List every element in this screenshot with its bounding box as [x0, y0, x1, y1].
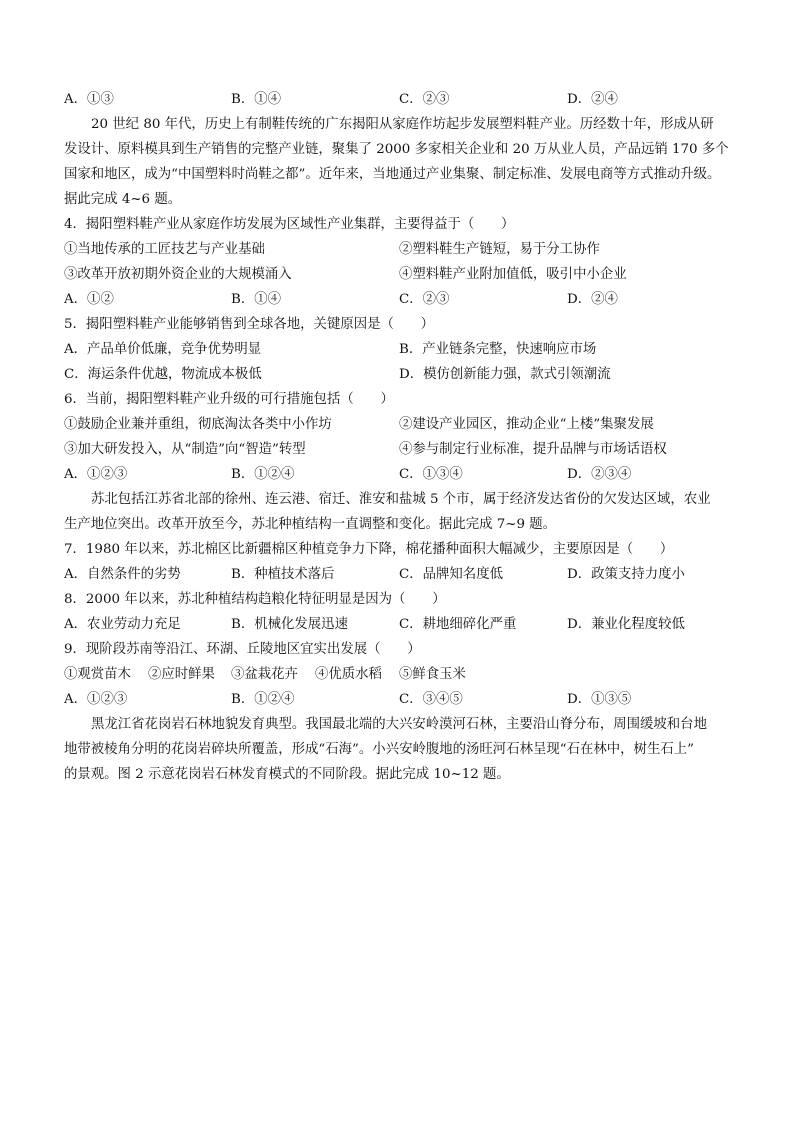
q6-option-b: B．①②④ [231, 467, 295, 482]
q6-item-3: ③加大研发投入，从“制造”向“智造”转型 [64, 442, 306, 457]
q4-stem: 4．揭阳塑料鞋产业从家庭作坊发展为区域性产业集群，主要得益于（ ） [64, 217, 515, 232]
q7-option-d: D．政策支持力度小 [567, 567, 685, 582]
q8-stem: 8．2000 年以来，苏北种植结构趋粮化特征明显是因为（ ） [64, 592, 446, 607]
q9-item-4: ④优质水稻 [315, 667, 382, 682]
q3-option-b: B．①④ [231, 92, 282, 107]
q4-item-3: ③改革开放初期外资企业的大规模涌入 [64, 267, 292, 282]
q9-option-a: A．①②③ [64, 692, 128, 707]
q5-option-b: B．产业链条完整，快速响应市场 [399, 342, 597, 357]
passage-line: 20 世纪 80 年代，历史上有制鞋传统的广东揭阳从家庭作坊起步发展塑料鞋产业。历经数十年，形成从研 [91, 117, 714, 132]
q9-option-b: B．①②④ [231, 692, 295, 707]
q3-option-c: C．②③ [399, 92, 450, 107]
q9-item-3: ③盆栽花卉 [231, 667, 298, 682]
q4-item-1: ①当地传承的工匠技艺与产业基础 [64, 242, 265, 257]
passage-line: 的景观。图 2 示意花岗岩石林发育模式的不同阶段。据此完成 10~12 题。 [64, 767, 510, 782]
q4-option-b: B．①④ [231, 292, 282, 307]
q8-option-b: B．机械化发展迅速 [231, 617, 348, 632]
passage-line: 苏北包括江苏省北部的徐州、连云港、宿迁、淮安和盐城 5 个市，属于经济发达省份的欠发达区域，农业 [91, 492, 711, 507]
q9-item-2: ②应时鲜果 [148, 667, 215, 682]
passage-line: 生产地位突出。改革开放至今，苏北种植结构一直调整和变化。据此完成 7~9 题。 [64, 517, 557, 532]
q5-option-d: D．模仿创新能力强，款式引领潮流 [399, 367, 611, 382]
q7-stem: 7．1980 年以来，苏北棉区比新疆棉区种植竞争力下降，棉花播种面积大幅减少，主要原因是（ ） [64, 542, 674, 557]
passage-line: 国家和地区，成为“中国塑料时尚鞋之都”。近年来，当地通过产业集聚、制定标准、发展电商等方式推动升级。 [64, 167, 721, 182]
q9-item-5: ⑤鲜食玉米 [399, 667, 466, 682]
q3-option-a: A．①③ [64, 92, 114, 107]
q6-option-d: D．②③④ [567, 467, 632, 482]
q8-option-a: A．农业劳动力充足 [64, 617, 181, 632]
q6-item-4: ④参与制定行业标准，提升品牌与市场话语权 [399, 442, 667, 457]
q7-option-b: B．种植技术落后 [231, 567, 335, 582]
q8-option-d: D．兼业化程度较低 [567, 617, 685, 632]
q9-option-d: D．①③⑤ [567, 692, 632, 707]
q4-option-d: D．②④ [567, 292, 618, 307]
q6-stem: 6．当前，揭阳塑料鞋产业升级的可行措施包括（ ） [64, 392, 394, 407]
q5-stem: 5．揭阳塑料鞋产业能够销售到全球各地，关键原因是（ ） [64, 317, 435, 332]
q9-stem: 9．现阶段苏南等沿江、环湖、丘陵地区宜实出发展（ ） [64, 642, 421, 657]
q6-item-2: ②建设产业园区，推动企业“上楼”集聚发展 [399, 417, 654, 432]
q7-option-a: A．自然条件的劣势 [64, 567, 181, 582]
q5-option-c: C．海运条件优越，物流成本极低 [64, 367, 262, 382]
passage-line: 据此完成 4~6 题。 [64, 192, 182, 207]
q6-option-c: C．①③④ [399, 467, 463, 482]
q7-option-c: C．品牌知名度低 [399, 567, 503, 582]
q4-item-4: ④塑料鞋产业附加值低，吸引中小企业 [399, 267, 627, 282]
q5-option-a: A．产品单价低廉，竞争优势明显 [64, 342, 262, 357]
q9-option-c: C．③④⑤ [399, 692, 463, 707]
passage-line: 发设计、原料模具到生产销售的完整产业链，聚集了 2000 多家相关企业和 20 万从业人员，产品远销 170 多个 [64, 142, 729, 157]
q4-option-a: A．①② [64, 292, 114, 307]
q6-item-1: ①鼓励企业兼并重组，彻底淘汰各类中小作坊 [64, 417, 332, 432]
q8-option-c: C．耕地细碎化严重 [399, 617, 517, 632]
passage-line: 地带被棱角分明的花岗岩碎块所覆盖，形成“石海”。小兴安岭腹地的汤旺河石林呈现“石在林中，树生石上” [64, 742, 694, 757]
q4-item-2: ②塑料鞋生产链短，易于分工协作 [399, 242, 600, 257]
q3-option-d: D．②④ [567, 92, 618, 107]
q9-item-1: ①观赏苗木 [64, 667, 131, 682]
q4-option-c: C．②③ [399, 292, 450, 307]
passage-line: 黑龙江省花岗岩石林地貌发育典型。我国最北端的大兴安岭漠河石林，主要沿山脊分布，周围缓坡和台地 [91, 717, 707, 732]
q6-option-a: A．①②③ [64, 467, 128, 482]
